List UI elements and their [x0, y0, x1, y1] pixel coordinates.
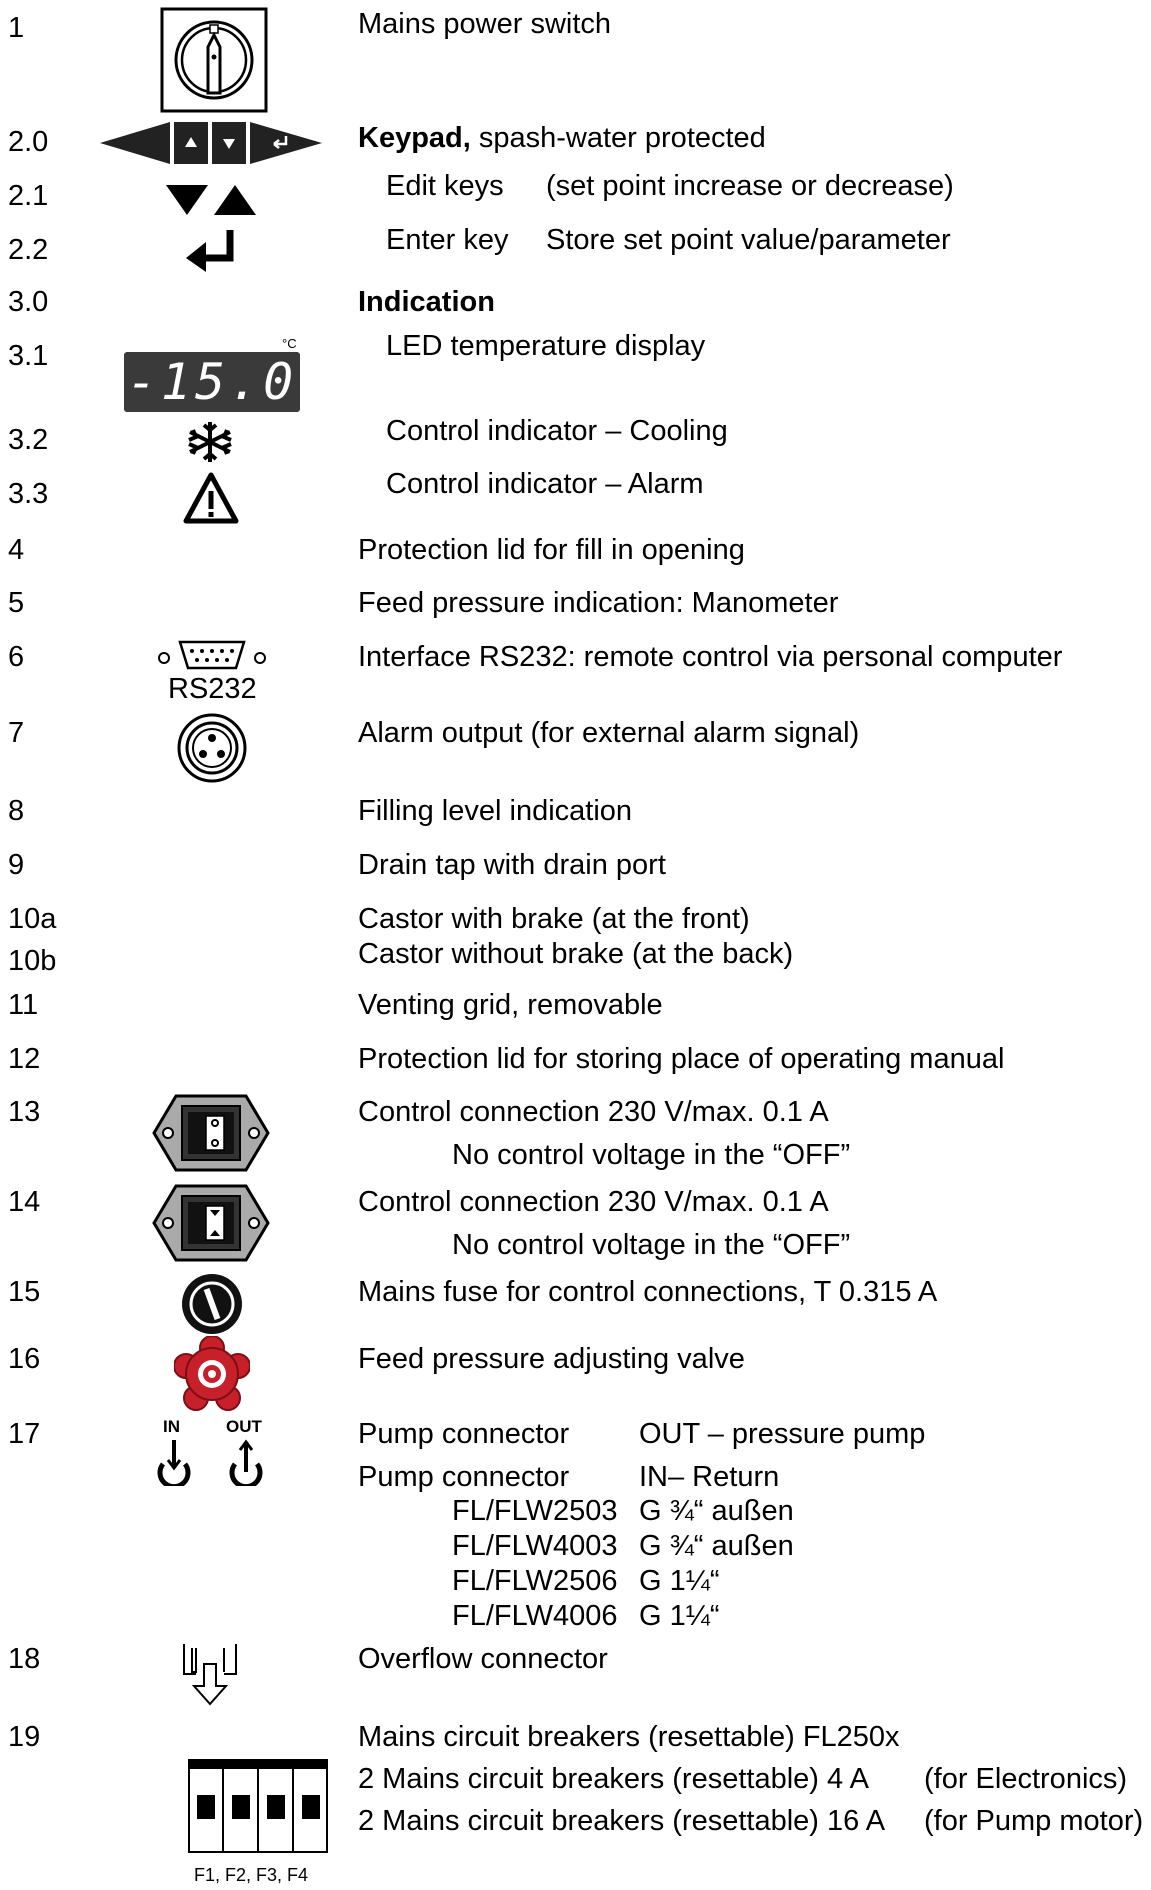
mains-switch-icon [160, 7, 268, 121]
item-number: 14 [8, 1186, 41, 1218]
pump-out-label-text: Pump connector [358, 1418, 570, 1450]
item-description: Control connection 230 V/max. 0.1 A [358, 1186, 829, 1218]
item-number: 3.0 [8, 286, 49, 318]
item-number: 2.1 [8, 180, 49, 212]
item-description: Filling level indication [358, 795, 633, 827]
item-number: 15 [8, 1276, 41, 1308]
item-description: Protection lid for storing place of operating manual [358, 1043, 1005, 1075]
item-description: Castor with brake (at the front) [358, 903, 750, 935]
item-number: 8 [8, 795, 25, 827]
enter-key-label: Enter key [386, 224, 509, 256]
enter-key-desc: Store set point value/parameter [546, 224, 951, 256]
item-note: No control voltage in the “OFF” [452, 1139, 851, 1171]
pump-in-label: IN [163, 1417, 180, 1436]
control-connection-socket-icon [152, 1092, 270, 1182]
item-description: Mains power switch [358, 8, 612, 40]
item-number: 4 [8, 534, 25, 566]
model-thread: G ¾“ außen [639, 1530, 794, 1562]
item-number: 3.1 [8, 340, 49, 372]
edit-keys-icon [166, 183, 258, 225]
model-thread: G 1¼“ [639, 1600, 720, 1632]
item-number: 19 [8, 1721, 41, 1753]
pump-out-desc: OUT – pressure pump [639, 1418, 926, 1450]
item-description: Control indicator – Alarm [386, 468, 704, 500]
item-number: 11 [8, 989, 39, 1021]
item-number: 16 [8, 1343, 41, 1375]
item-description: Feed pressure adjusting valve [358, 1343, 745, 1375]
keypad-icon [100, 120, 322, 174]
edit-keys-desc: (set point increase or decrease) [546, 170, 954, 202]
led-temperature-value: -15.0 [124, 352, 300, 412]
model-name: FL/FLW4003 [452, 1530, 618, 1562]
overflow-connector-icon [180, 1642, 240, 1716]
item-description: LED temperature display [386, 330, 706, 362]
item-description: Feed pressure indication: Manometer [358, 587, 839, 619]
item-description: Control indicator – Cooling [386, 415, 728, 447]
item-description: Overflow connector [358, 1643, 608, 1675]
item-number: 7 [8, 717, 25, 749]
item-number: 18 [8, 1643, 41, 1675]
snowflake-icon [184, 420, 236, 472]
item-number: 13 [8, 1096, 41, 1128]
item-number: 3.2 [8, 424, 49, 456]
item-number: 3.3 [8, 478, 49, 510]
item-description: Interface RS232: remote control via personal computer [358, 641, 1063, 673]
pump-in-connector-icon [156, 1438, 192, 1494]
circuit-breakers-icon [188, 1759, 328, 1861]
control-connection-socket-icon [152, 1182, 270, 1272]
pump-in-desc: IN– Return [639, 1461, 780, 1493]
keypad-title: Keypad, spash-water protected [358, 122, 766, 154]
item-note: No control voltage in the “OFF” [452, 1229, 851, 1261]
alarm-triangle-icon [183, 472, 239, 532]
alarm-output-socket-icon [176, 712, 248, 792]
breakers-label: F1, F2, F3, F4 [194, 1865, 309, 1885]
item-description: Alarm output (for external alarm signal) [358, 717, 860, 749]
item-number: 17 [8, 1418, 41, 1450]
item-description: Drain tap with drain port [358, 849, 666, 881]
item-description: Venting grid, removable [358, 989, 663, 1021]
pump-out-label: OUT [226, 1417, 262, 1436]
model-name: FL/FLW4006 [452, 1600, 618, 1632]
indication-title: Indication [358, 286, 495, 318]
pump-in-label-text: Pump connector [358, 1461, 570, 1493]
item-number: 1 [8, 12, 25, 44]
model-name: FL/FLW2506 [452, 1565, 618, 1597]
item-description: Mains circuit breakers (resettable) FL250x [358, 1721, 900, 1753]
item-description: Control connection 230 V/max. 0.1 A [358, 1096, 829, 1128]
pump-out-connector-icon [228, 1438, 264, 1494]
item-number: 9 [8, 849, 25, 881]
breaker-line-pump: 2 Mains circuit breakers (resettable) 16 A [358, 1805, 886, 1837]
item-number: 12 [8, 1043, 41, 1075]
enter-key-icon [186, 228, 238, 280]
edit-keys-label: Edit keys [386, 170, 504, 202]
pressure-valve-icon [174, 1336, 250, 1420]
item-description: Protection lid for fill in opening [358, 534, 745, 566]
item-number: 2.2 [8, 234, 49, 266]
item-number: 2.0 [8, 126, 49, 158]
breaker-note-electronics: (for Electronics) [924, 1763, 1128, 1795]
model-name: FL/FLW2503 [452, 1495, 618, 1527]
fuse-holder-icon [180, 1272, 244, 1344]
item-description: Castor without brake (at the back) [358, 938, 794, 970]
item-number: 5 [8, 587, 25, 619]
item-description: Mains fuse for control connections, T 0.315 A [358, 1276, 938, 1308]
breaker-note-pump: (for Pump motor) [924, 1805, 1144, 1837]
model-thread: G 1¼“ [639, 1565, 720, 1597]
unit-label: °C [282, 336, 297, 351]
item-number: 10a [8, 903, 57, 935]
item-number: 10b [8, 945, 57, 977]
model-thread: G ¾“ außen [639, 1495, 794, 1527]
breaker-line-electronics: 2 Mains circuit breakers (resettable) 4 A [358, 1763, 869, 1795]
item-number: 6 [8, 641, 25, 673]
rs232-label: RS232 [168, 673, 257, 705]
